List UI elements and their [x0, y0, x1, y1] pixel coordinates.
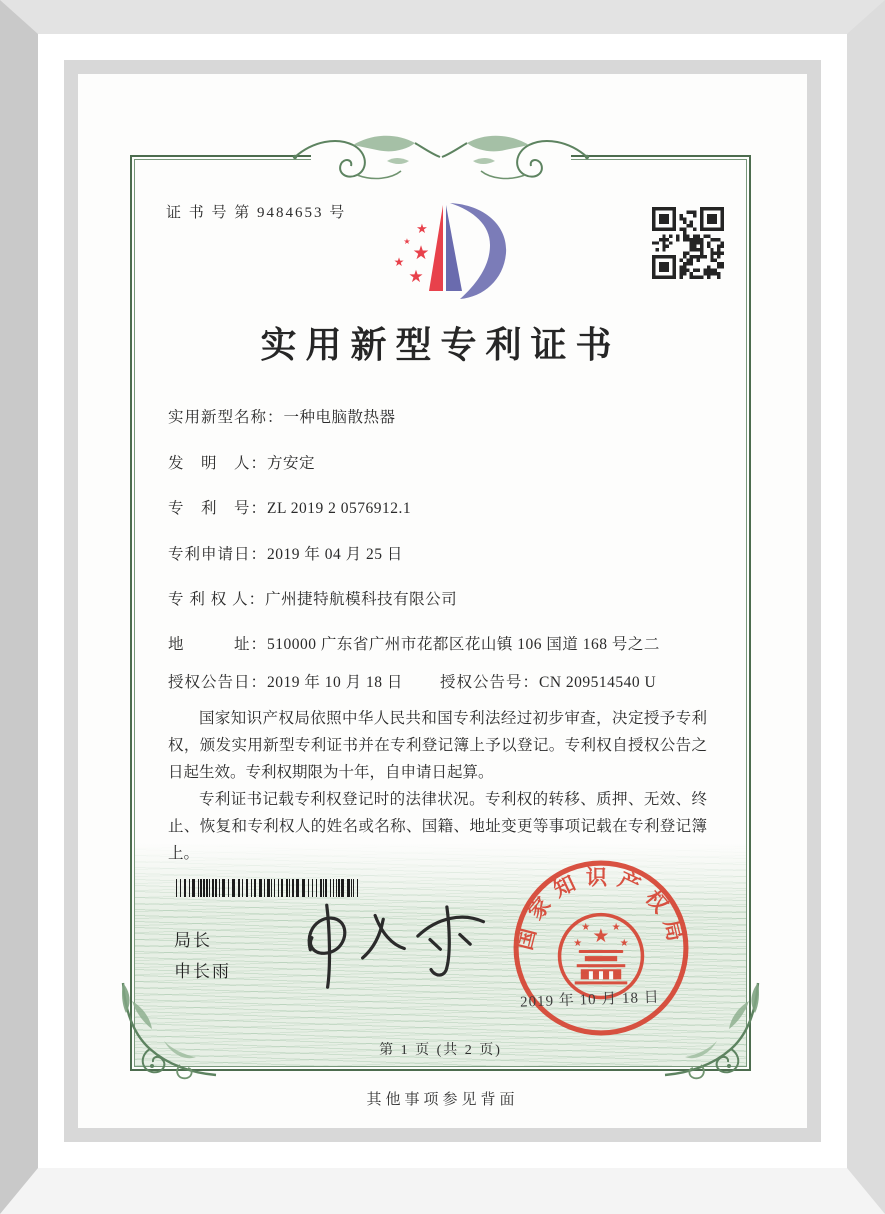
legal-paragraph-1: 国家知识产权局依照中华人民共和国专利法经过初步审查，决定授予专利权，颁发实用新型专利证书并在专利登记簿上予以登记。专利权自授权公告之日起生效。专利权期限为十年，自申请日起算。 — [168, 710, 707, 781]
national-emblem — [560, 915, 643, 998]
officer-block — [174, 925, 231, 987]
grant-no-group — [440, 670, 656, 692]
field-label: 专 利 权 人： — [168, 591, 266, 608]
field-row-patentee — [168, 587, 713, 609]
svg-text:★: ★ — [619, 937, 629, 949]
grant-date-label: 授权公告日： — [168, 674, 268, 691]
matte-lip — [64, 60, 821, 1142]
svg-text:★: ★ — [592, 925, 610, 947]
field-row-inventor — [168, 451, 713, 473]
field-label: 实用新型名称： — [168, 409, 284, 426]
logo-star: ★ — [403, 237, 411, 246]
grant-date-value: 2019 年 10 月 18 日 — [267, 674, 403, 691]
field-label: 地 址： — [168, 636, 268, 653]
official-seal — [510, 857, 692, 1039]
field-value: 2019 年 04 月 25 日 — [267, 546, 403, 563]
field-row-address — [168, 632, 713, 654]
field-value: 510000 广东省广州市花都区花山镇 106 国道 168 号之二 — [267, 636, 660, 653]
back-note: 其他事项参见背面 — [366, 1092, 519, 1108]
svg-text:★: ★ — [581, 921, 591, 933]
certificate-number: 证 书 号 第 9484653 号 — [166, 205, 347, 221]
logo-star: ★ — [416, 221, 428, 236]
seal-text: 国家知识产权局 — [512, 865, 690, 953]
page-number: 第 1 页 (共 2 页) — [379, 1043, 502, 1058]
field-label: 专利申请日： — [168, 546, 268, 563]
certificate-border — [130, 155, 751, 1071]
field-value: 一种电脑散热器 — [283, 409, 396, 426]
certificate-paper — [78, 74, 807, 1128]
field-row-filing-date — [168, 542, 713, 564]
field-value: ZL 2019 2 0576912.1 — [267, 500, 412, 517]
logo-star: ★ — [408, 267, 424, 286]
field-label: 发 明 人： — [168, 455, 268, 472]
svg-text:★: ★ — [611, 921, 621, 933]
certificate-content — [132, 157, 749, 1069]
frame-matte — [38, 34, 847, 1168]
officer-signature — [278, 881, 502, 999]
field-label: 专 利 号： — [168, 500, 268, 517]
field-row-name — [168, 405, 713, 427]
qr-code — [652, 207, 724, 279]
seal-date: 2019 年 10 月 18 日 — [519, 989, 661, 1011]
top-flourish-ornament — [291, 131, 591, 183]
legal-paragraph-2: 专利证书记载专利权登记时的法律状况。专利权的转移、质押、无效、终止、恢复和专利权人的姓名或名称、国籍、地址变更等事项记载在专利登记簿上。 — [168, 791, 707, 862]
field-value: 广州捷特航模科技有限公司 — [265, 591, 458, 608]
grant-no-value: CN 209514540 U — [539, 674, 657, 691]
legal-paragraphs — [168, 705, 707, 867]
logo-star: ★ — [393, 255, 405, 269]
corner-flourish-ornament — [120, 981, 220, 1081]
logo-star: ★ — [412, 243, 430, 264]
svg-text:★: ★ — [573, 937, 583, 949]
field-row-grant — [168, 670, 713, 692]
cnipa-logo — [382, 187, 522, 322]
grant-no-label: 授权公告号： — [440, 674, 540, 691]
certificate-title: 实用新型专利证书 — [260, 325, 621, 365]
officer-name: 申长雨 — [174, 962, 231, 981]
field-value: 方安定 — [267, 455, 316, 472]
field-row-patent-no — [168, 496, 713, 518]
officer-title: 局长 — [174, 931, 212, 950]
